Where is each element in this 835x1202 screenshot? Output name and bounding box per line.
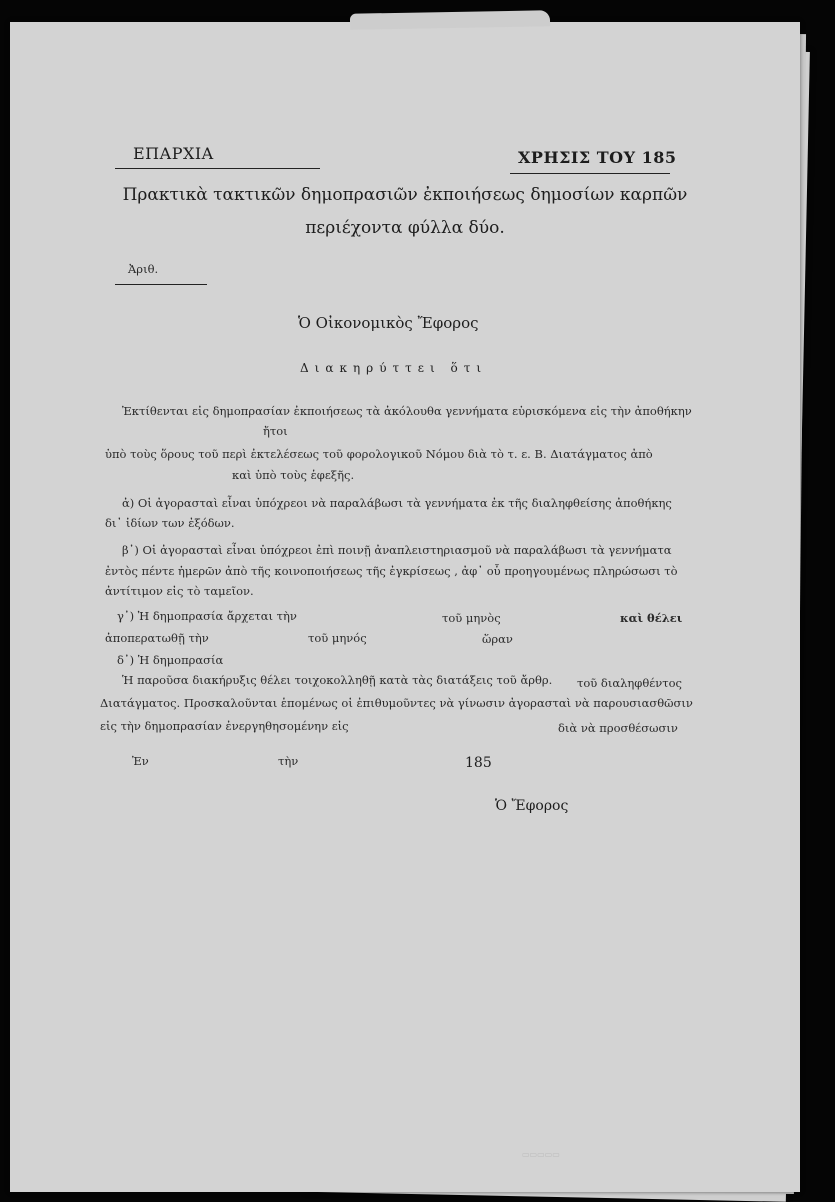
body-line-2: ἤτοι (263, 424, 288, 438)
posting-line-1-end: τοῦ διαληφθέντος (577, 676, 682, 690)
body-line-4: καὶ ὑπὸ τοὺς ἑφεξῆς. (232, 468, 355, 482)
posting-line-2: Διατάγματος. Προσκαλοῦνται ἑπομένως οἱ ἐπιθυμοῦντες νὰ γίνωσιν ἀγορασταὶ νὰ παρουσιασθῶσιν (100, 696, 693, 710)
authority-heading: Ὁ Οἰκονομικὸς Ἔφορος (298, 314, 479, 332)
clause-g-hour: ὥραν (482, 632, 513, 646)
clause-g-month: τοῦ μηνὸς (442, 611, 501, 625)
clause-g-start: γ᾽) Ἡ δημοπρασία ἄρχεται τὴν (117, 609, 297, 623)
torn-edge (350, 10, 550, 29)
proclaims-heading: Διακηρύττει ὅτι (300, 361, 488, 375)
faint-stamp: ▭▭▭▭▭ (522, 1150, 560, 1159)
clause-d: δ᾽) Ἡ δημοπρασία (117, 653, 224, 667)
clause-g-end: ἀποπερατωθῇ τὴν (105, 631, 209, 645)
clause-b-line-2: ἐντὸς πέντε ἡμερῶν ἀπὸ τῆς κοινοποιήσεως τῆς ἐγκρίσεως , ἀφ᾽ οὗ προηγουμένως πληρώσωσι τὸ (105, 564, 678, 578)
arith-label: Ἀριθ. (128, 262, 159, 276)
clause-g-will: καὶ θέλει (620, 611, 683, 625)
clause-b-line-3: ἀντίτιμον εἰς τὸ ταμεῖον. (105, 584, 254, 598)
clause-a-line-1: ἀ) Οἱ ἀγορασταὶ εἶναι ὑπόχρεοι νὰ παραλάβωσι τὰ γεννήματα ἐκ τῆς διαληφθείσης ἀποθήκης (122, 496, 672, 510)
footer-year: 185 (465, 755, 492, 771)
posting-line-1: Ἡ παροῦσα διακήρυξις θέλει τοιχοκολληθῇ κατὰ τὰς διατάξεις τοῦ ἄρθρ. (122, 673, 553, 687)
header-rule-right (510, 173, 670, 174)
clause-g-month-2: τοῦ μηνός (308, 631, 367, 645)
arith-rule (115, 284, 207, 285)
clause-b-line-1: β᾽) Οἱ ἀγορασταὶ εἶναι ὑπόχρεοι ἐπὶ ποινῇ ἀναπλειστηριασμοῦ νὰ παραλάβωσι τὰ γεννήματα (122, 543, 672, 557)
footer-date: τὴν (278, 754, 299, 768)
footer-place: Ἐν (132, 754, 149, 768)
body-line-3: ὑπὸ τοὺς ὅρους τοῦ περὶ ἐκτελέσεως τοῦ φορολογικοῦ Νόμου διὰ τὸ τ. ε. Β. Διατάγματος ἀπὸ (105, 447, 653, 461)
signature: Ὁ Ἔφορος (495, 798, 569, 814)
document-title-line1: Πρακτικὰ τακτικῶν δημοπρασιῶν ἐκποιήσεως δημοσίων καρπῶν (122, 185, 688, 205)
document-title-line2: περιέχοντα φύλλα δύο. (305, 218, 505, 238)
posting-line-3: εἰς τὴν δημοπρασίαν ἐνεργηθησομένην εἰς (100, 719, 349, 733)
clause-a-line-2: δι᾽ ἰδίων των ἐξόδων. (105, 516, 235, 530)
header-year: ΧΡΗΣΙΣ ΤΟΥ 185 (518, 148, 677, 167)
header-rule-left (115, 168, 320, 169)
body-line-1: Ἐκτίθενται εἰς δημοπρασίαν ἐκποιήσεως τὰ ἀκόλουθα γεννήματα εὑρισκόμενα εἰς τὴν ἀποθήκην (122, 404, 692, 418)
header-eparchia: ΕΠΑΡΧΙΑ (133, 144, 214, 163)
document-page (10, 22, 800, 1192)
posting-line-3-end: διὰ νὰ προσθέσωσιν (558, 721, 678, 735)
